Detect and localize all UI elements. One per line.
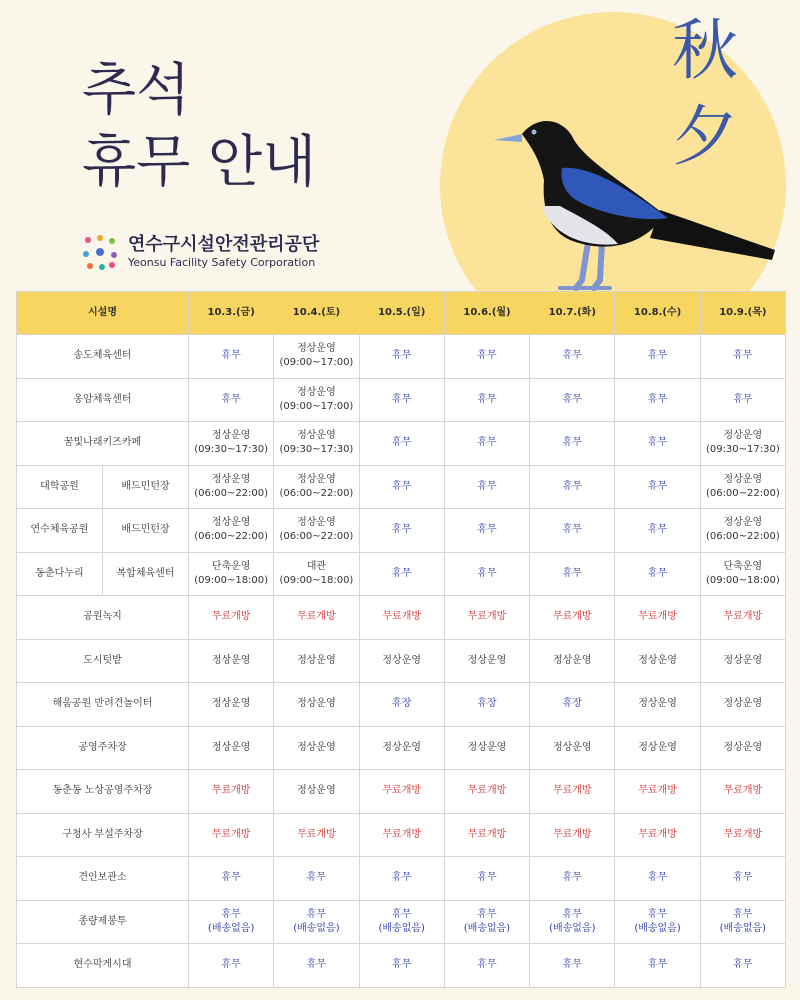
facility-subname-cell: 배드민턴장 — [103, 509, 189, 553]
status-cell: 휴무 — [700, 378, 785, 422]
column-header-date: 10.8.(수) — [615, 292, 700, 335]
status-cell: 휴장 — [359, 683, 444, 727]
status-cell: 휴무 — [615, 857, 700, 901]
status-cell: 무료개방 — [189, 770, 274, 814]
status-cell: 휴무 — [444, 465, 529, 509]
status-cell: 정상운영 — [615, 726, 700, 770]
status-cell: 단축운영 (09:00~18:00) — [189, 552, 274, 596]
column-header-date: 10.9.(목) — [700, 292, 785, 335]
title-line-2: 휴무 안내 — [82, 130, 317, 195]
status-cell: 휴무 — [189, 335, 274, 379]
status-cell: 무료개방 — [615, 770, 700, 814]
facility-name-cell: 동춘다누리 — [17, 552, 103, 596]
status-cell: 무료개방 — [530, 770, 615, 814]
status-cell: 정상운영 — [444, 726, 529, 770]
status-cell: 휴무 — [615, 944, 700, 988]
status-cell: 휴무 — [359, 422, 444, 466]
status-cell: 휴무 (배송없음) — [700, 900, 785, 944]
column-header-date: 10.5.(일) — [359, 292, 444, 335]
status-cell: 휴무 — [444, 552, 529, 596]
facility-subname-cell: 복합체육센터 — [103, 552, 189, 596]
status-cell: 정상운영 — [359, 726, 444, 770]
table-row — [17, 857, 786, 901]
status-cell: 휴무 (배송없음) — [189, 900, 274, 944]
status-cell: 휴무 — [359, 944, 444, 988]
status-cell: 휴무 — [274, 944, 359, 988]
status-cell: 무료개방 — [274, 596, 359, 640]
status-cell: 정상운영 — [189, 683, 274, 727]
status-cell: 대관 (09:00~18:00) — [274, 552, 359, 596]
status-cell: 휴무 — [530, 944, 615, 988]
column-header-date: 10.6.(월) — [444, 292, 529, 335]
status-cell: 휴무 (배송없음) — [530, 900, 615, 944]
table-row — [17, 552, 786, 596]
org-logo-icon — [80, 232, 120, 272]
status-cell: 정상운영 (09:30~17:30) — [189, 422, 274, 466]
status-cell: 정상운영 — [530, 726, 615, 770]
status-cell: 휴무 — [189, 857, 274, 901]
status-cell: 휴무 — [359, 378, 444, 422]
status-cell: 정상운영 — [274, 726, 359, 770]
status-cell: 무료개방 — [444, 770, 529, 814]
facility-name-cell: 동춘동 노상공영주차장 — [17, 770, 189, 814]
table-row — [17, 639, 786, 683]
org-name-korean: 연수구시설안전관리공단 — [128, 234, 320, 255]
status-cell: 휴무 — [530, 422, 615, 466]
status-cell: 무료개방 — [700, 813, 785, 857]
table-row — [17, 683, 786, 727]
status-cell: 휴무 — [530, 552, 615, 596]
facility-name-cell: 도시텃밭 — [17, 639, 189, 683]
table-row — [17, 596, 786, 640]
status-cell: 휴무 — [444, 378, 529, 422]
status-cell: 정상운영 — [359, 639, 444, 683]
table-row — [17, 509, 786, 553]
status-cell: 정상운영 (09:00~17:00) — [274, 335, 359, 379]
status-cell: 정상운영 (09:00~17:00) — [274, 378, 359, 422]
status-cell: 정상운영 — [189, 639, 274, 683]
facility-name-cell: 견인보관소 — [17, 857, 189, 901]
status-cell: 휴무 — [444, 509, 529, 553]
status-cell: 정상운영 — [189, 726, 274, 770]
status-cell: 단축운영 (09:00~18:00) — [700, 552, 785, 596]
title-line-1: 추석 — [82, 58, 191, 123]
status-cell: 휴장 — [444, 683, 529, 727]
status-cell: 정상운영 — [274, 683, 359, 727]
status-cell: 휴무 — [615, 509, 700, 553]
status-cell: 무료개방 — [615, 813, 700, 857]
facility-name-cell: 구청사 부설주차장 — [17, 813, 189, 857]
status-cell: 무료개방 — [444, 813, 529, 857]
status-cell: 정상운영 (06:00~22:00) — [274, 465, 359, 509]
status-cell: 휴무 — [444, 335, 529, 379]
status-cell: 휴무 — [615, 378, 700, 422]
column-header-facility: 시설명 — [17, 292, 189, 335]
status-cell: 휴무 — [444, 857, 529, 901]
status-cell: 정상운영 (06:00~22:00) — [189, 509, 274, 553]
status-cell: 휴무 — [359, 509, 444, 553]
status-cell: 휴무 — [444, 422, 529, 466]
magpie-illustration — [490, 110, 780, 295]
status-cell: 무료개방 — [530, 596, 615, 640]
column-header-date: 10.3.(금) — [189, 292, 274, 335]
table-row — [17, 770, 786, 814]
status-cell: 휴무 — [530, 335, 615, 379]
status-cell: 휴무 — [530, 378, 615, 422]
status-cell: 휴무 (배송없음) — [359, 900, 444, 944]
status-cell: 정상운영 — [700, 683, 785, 727]
status-cell: 휴무 (배송없음) — [444, 900, 529, 944]
status-cell: 무료개방 — [700, 770, 785, 814]
status-cell: 정상운영 (06:00~22:00) — [274, 509, 359, 553]
column-header-date: 10.4.(토) — [274, 292, 359, 335]
status-cell: 무료개방 — [359, 813, 444, 857]
status-cell: 정상운영 — [444, 639, 529, 683]
holiday-schedule-table — [16, 291, 786, 988]
facility-name-cell: 옹암체육센터 — [17, 378, 189, 422]
table-row — [17, 813, 786, 857]
status-cell: 무료개방 — [274, 813, 359, 857]
facility-name-cell: 해움공원 반려견놀이터 — [17, 683, 189, 727]
status-cell: 휴무 — [359, 857, 444, 901]
facility-name-cell: 공영주차장 — [17, 726, 189, 770]
status-cell: 무료개방 — [530, 813, 615, 857]
status-cell: 휴무 — [189, 944, 274, 988]
status-cell: 정상운영 — [615, 639, 700, 683]
status-cell: 무료개방 — [444, 596, 529, 640]
status-cell: 정상운영 (06:00~22:00) — [189, 465, 274, 509]
status-cell: 휴무 — [274, 857, 359, 901]
status-cell: 휴무 — [700, 857, 785, 901]
status-cell: 정상운영 — [700, 639, 785, 683]
status-cell: 휴무 — [615, 335, 700, 379]
table-row — [17, 465, 786, 509]
table-row — [17, 944, 786, 988]
status-cell: 정상운영 (09:30~17:30) — [700, 422, 785, 466]
status-cell: 정상운영 — [530, 639, 615, 683]
status-cell: 무료개방 — [189, 813, 274, 857]
facility-name-cell: 송도체육센터 — [17, 335, 189, 379]
status-cell: 휴장 — [530, 683, 615, 727]
status-cell: 정상운영 — [274, 770, 359, 814]
status-cell: 휴무 — [615, 552, 700, 596]
status-cell: 휴무 — [530, 465, 615, 509]
status-cell: 무료개방 — [359, 596, 444, 640]
status-cell: 휴무 (배송없음) — [615, 900, 700, 944]
table-row — [17, 422, 786, 466]
org-name-english: Yeonsu Facility Safety Corporation — [128, 256, 316, 269]
table-row — [17, 378, 786, 422]
table-row — [17, 726, 786, 770]
status-cell: 정상운영 (06:00~22:00) — [700, 465, 785, 509]
status-cell: 휴무 — [444, 944, 529, 988]
status-cell: 무료개방 — [615, 596, 700, 640]
status-cell: 정상운영 — [274, 639, 359, 683]
facility-name-cell: 꿈빛나래키즈카페 — [17, 422, 189, 466]
table-row — [17, 900, 786, 944]
status-cell: 휴무 — [700, 944, 785, 988]
status-cell: 휴무 — [359, 465, 444, 509]
status-cell: 무료개방 — [700, 596, 785, 640]
status-cell: 정상운영 — [700, 726, 785, 770]
status-cell: 휴무 — [189, 378, 274, 422]
status-cell: 정상운영 (09:30~17:30) — [274, 422, 359, 466]
status-cell: 정상운영 (06:00~22:00) — [700, 509, 785, 553]
status-cell: 무료개방 — [359, 770, 444, 814]
facility-subname-cell: 배드민턴장 — [103, 465, 189, 509]
status-cell: 무료개방 — [189, 596, 274, 640]
table-header-row — [17, 292, 786, 335]
status-cell: 휴무 — [615, 465, 700, 509]
table-row — [17, 335, 786, 379]
facility-name-cell: 종량제봉투 — [17, 900, 189, 944]
status-cell: 휴무 — [359, 335, 444, 379]
status-cell: 휴무 — [530, 509, 615, 553]
facility-name-cell: 현수막게시대 — [17, 944, 189, 988]
facility-name-cell: 대학공원 — [17, 465, 103, 509]
status-cell: 휴무 — [359, 552, 444, 596]
status-cell: 휴무 — [530, 857, 615, 901]
status-cell: 휴무 (배송없음) — [274, 900, 359, 944]
status-cell: 휴무 — [700, 335, 785, 379]
column-header-date: 10.7.(화) — [530, 292, 615, 335]
organization-logo — [80, 232, 319, 272]
page-title — [82, 55, 316, 199]
status-cell: 정상운영 — [615, 683, 700, 727]
status-cell: 휴무 — [615, 422, 700, 466]
facility-name-cell: 공원녹지 — [17, 596, 189, 640]
facility-name-cell: 연수체육공원 — [17, 509, 103, 553]
hanja-char-1: 秋 — [672, 12, 738, 89]
hanja-char-2: 夕 — [672, 98, 738, 175]
